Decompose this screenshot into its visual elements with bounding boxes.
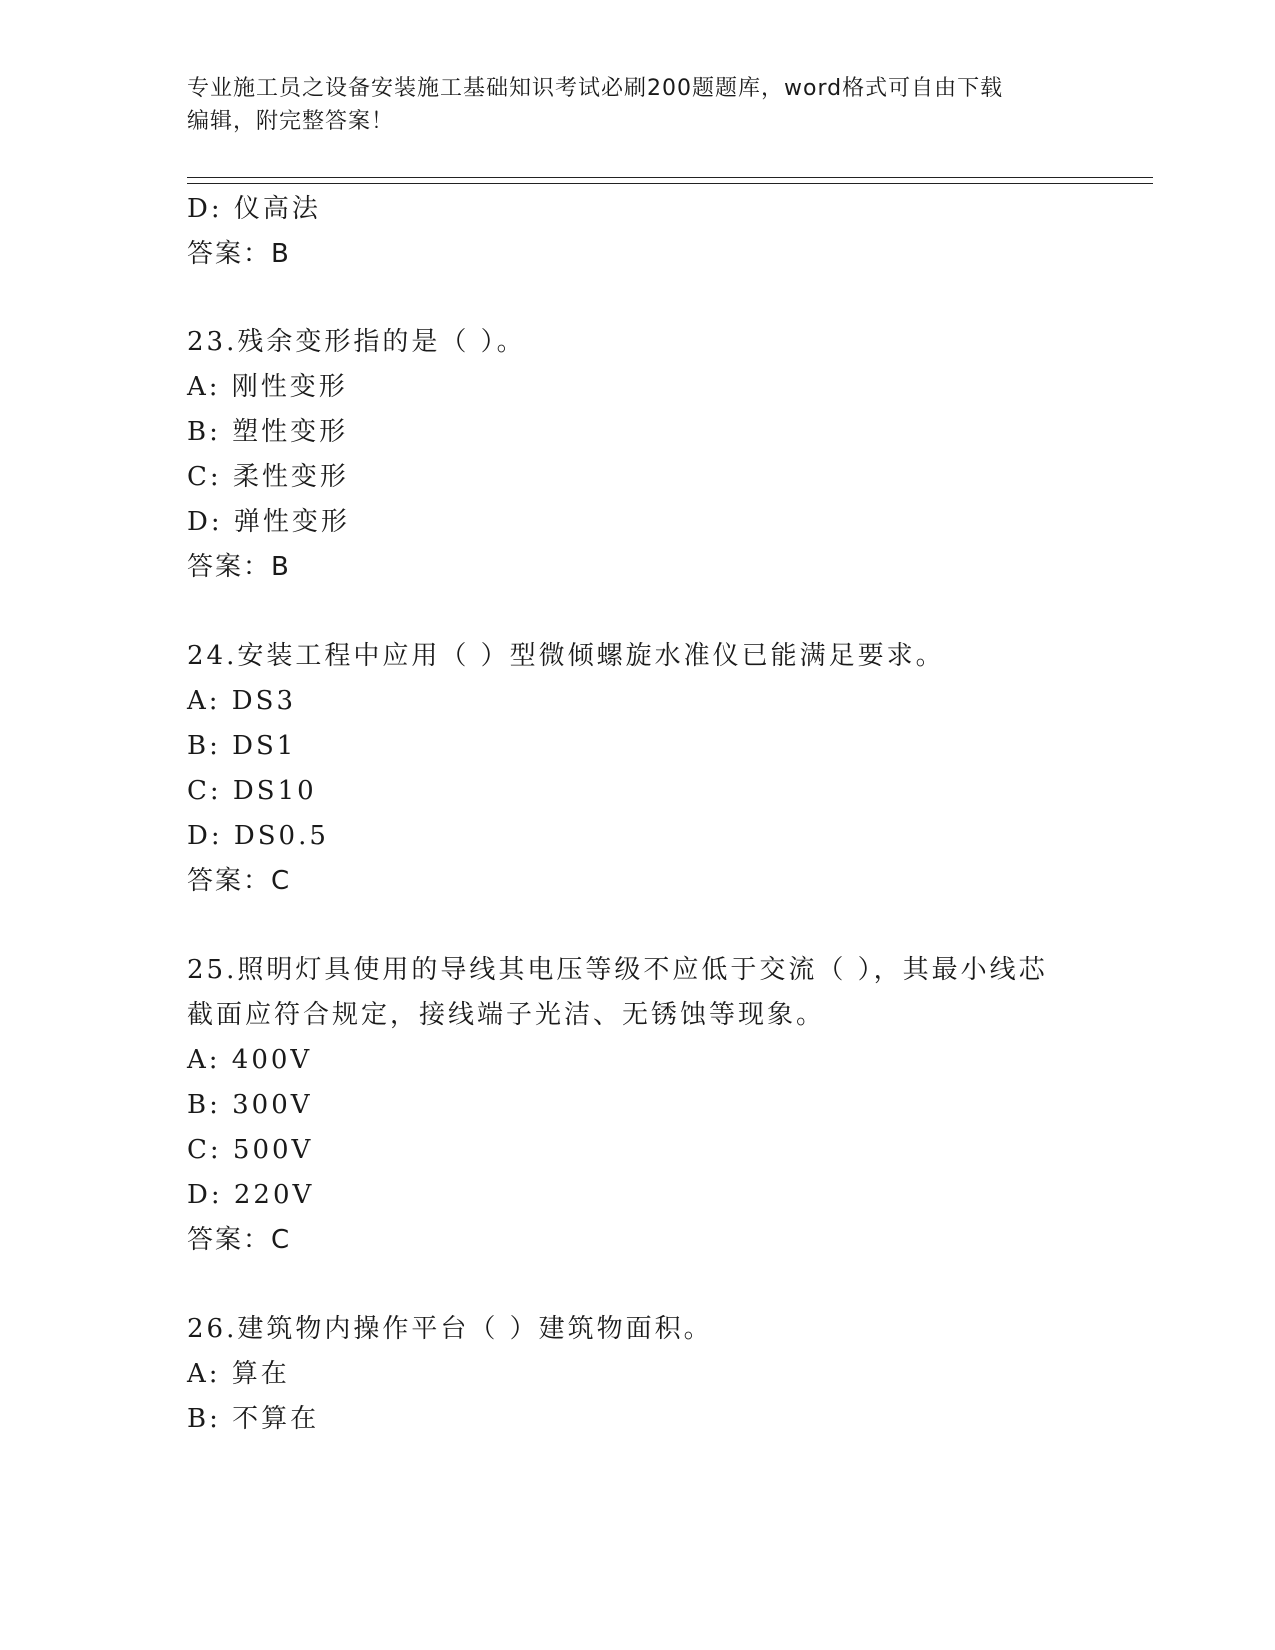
header-title-line2: 编辑，附完整答案！: [187, 109, 395, 134]
question-24-option-d: D: DS0.5: [187, 821, 329, 851]
header-title-line1: 专业施工员之设备安装施工基础知识考试必刷200题题库，word格式可自由下载: [187, 76, 1004, 101]
question-23-answer: 答案：B: [187, 552, 291, 582]
question-26-option-a: A: 算在: [187, 1359, 290, 1389]
prev-question-answer: 答案：B: [187, 239, 291, 269]
question-25-stem-line1: 25.照明灯具使用的导线其电压等级不应低于交流（ ），其最小线芯: [187, 955, 1048, 985]
question-25-answer: 答案：C: [187, 1225, 292, 1255]
question-25-option-b: B: 300V: [187, 1090, 313, 1120]
question-26-stem: 26.建筑物内操作平台（ ）建筑物面积。: [187, 1314, 713, 1344]
question-23-option-a: A: 刚性变形: [187, 372, 348, 402]
question-25-option-a: A: 400V: [187, 1045, 313, 1075]
question-24-stem: 24.安装工程中应用（ ）型微倾螺旋水准仪已能满足要求。: [187, 641, 945, 671]
question-25-stem-line2: 截面应符合规定，接线端子光洁、无锈蚀等现象。: [187, 1000, 826, 1030]
question-23-stem: 23.残余变形指的是（ ）。: [187, 327, 526, 357]
question-25-option-c: C: 500V: [187, 1135, 314, 1165]
header-divider-bottom: [187, 183, 1153, 184]
header-divider-top: [187, 177, 1153, 178]
question-23-option-b: B: 塑性变形: [187, 417, 349, 447]
question-26-option-b: B: 不算在: [187, 1404, 320, 1434]
document-header: [187, 72, 1067, 138]
question-24-option-c: C: DS10: [187, 776, 317, 806]
question-24-answer: 答案：C: [187, 866, 292, 896]
question-24-option-a: A: DS3: [187, 686, 296, 716]
prev-question-option-d: D: 仪高法: [187, 194, 321, 224]
question-24-option-b: B: DS1: [187, 731, 297, 761]
question-25-option-d: D: 220V: [187, 1180, 315, 1210]
question-23-option-d: D: 弹性变形: [187, 507, 350, 537]
question-23-option-c: C: 柔性变形: [187, 462, 349, 492]
